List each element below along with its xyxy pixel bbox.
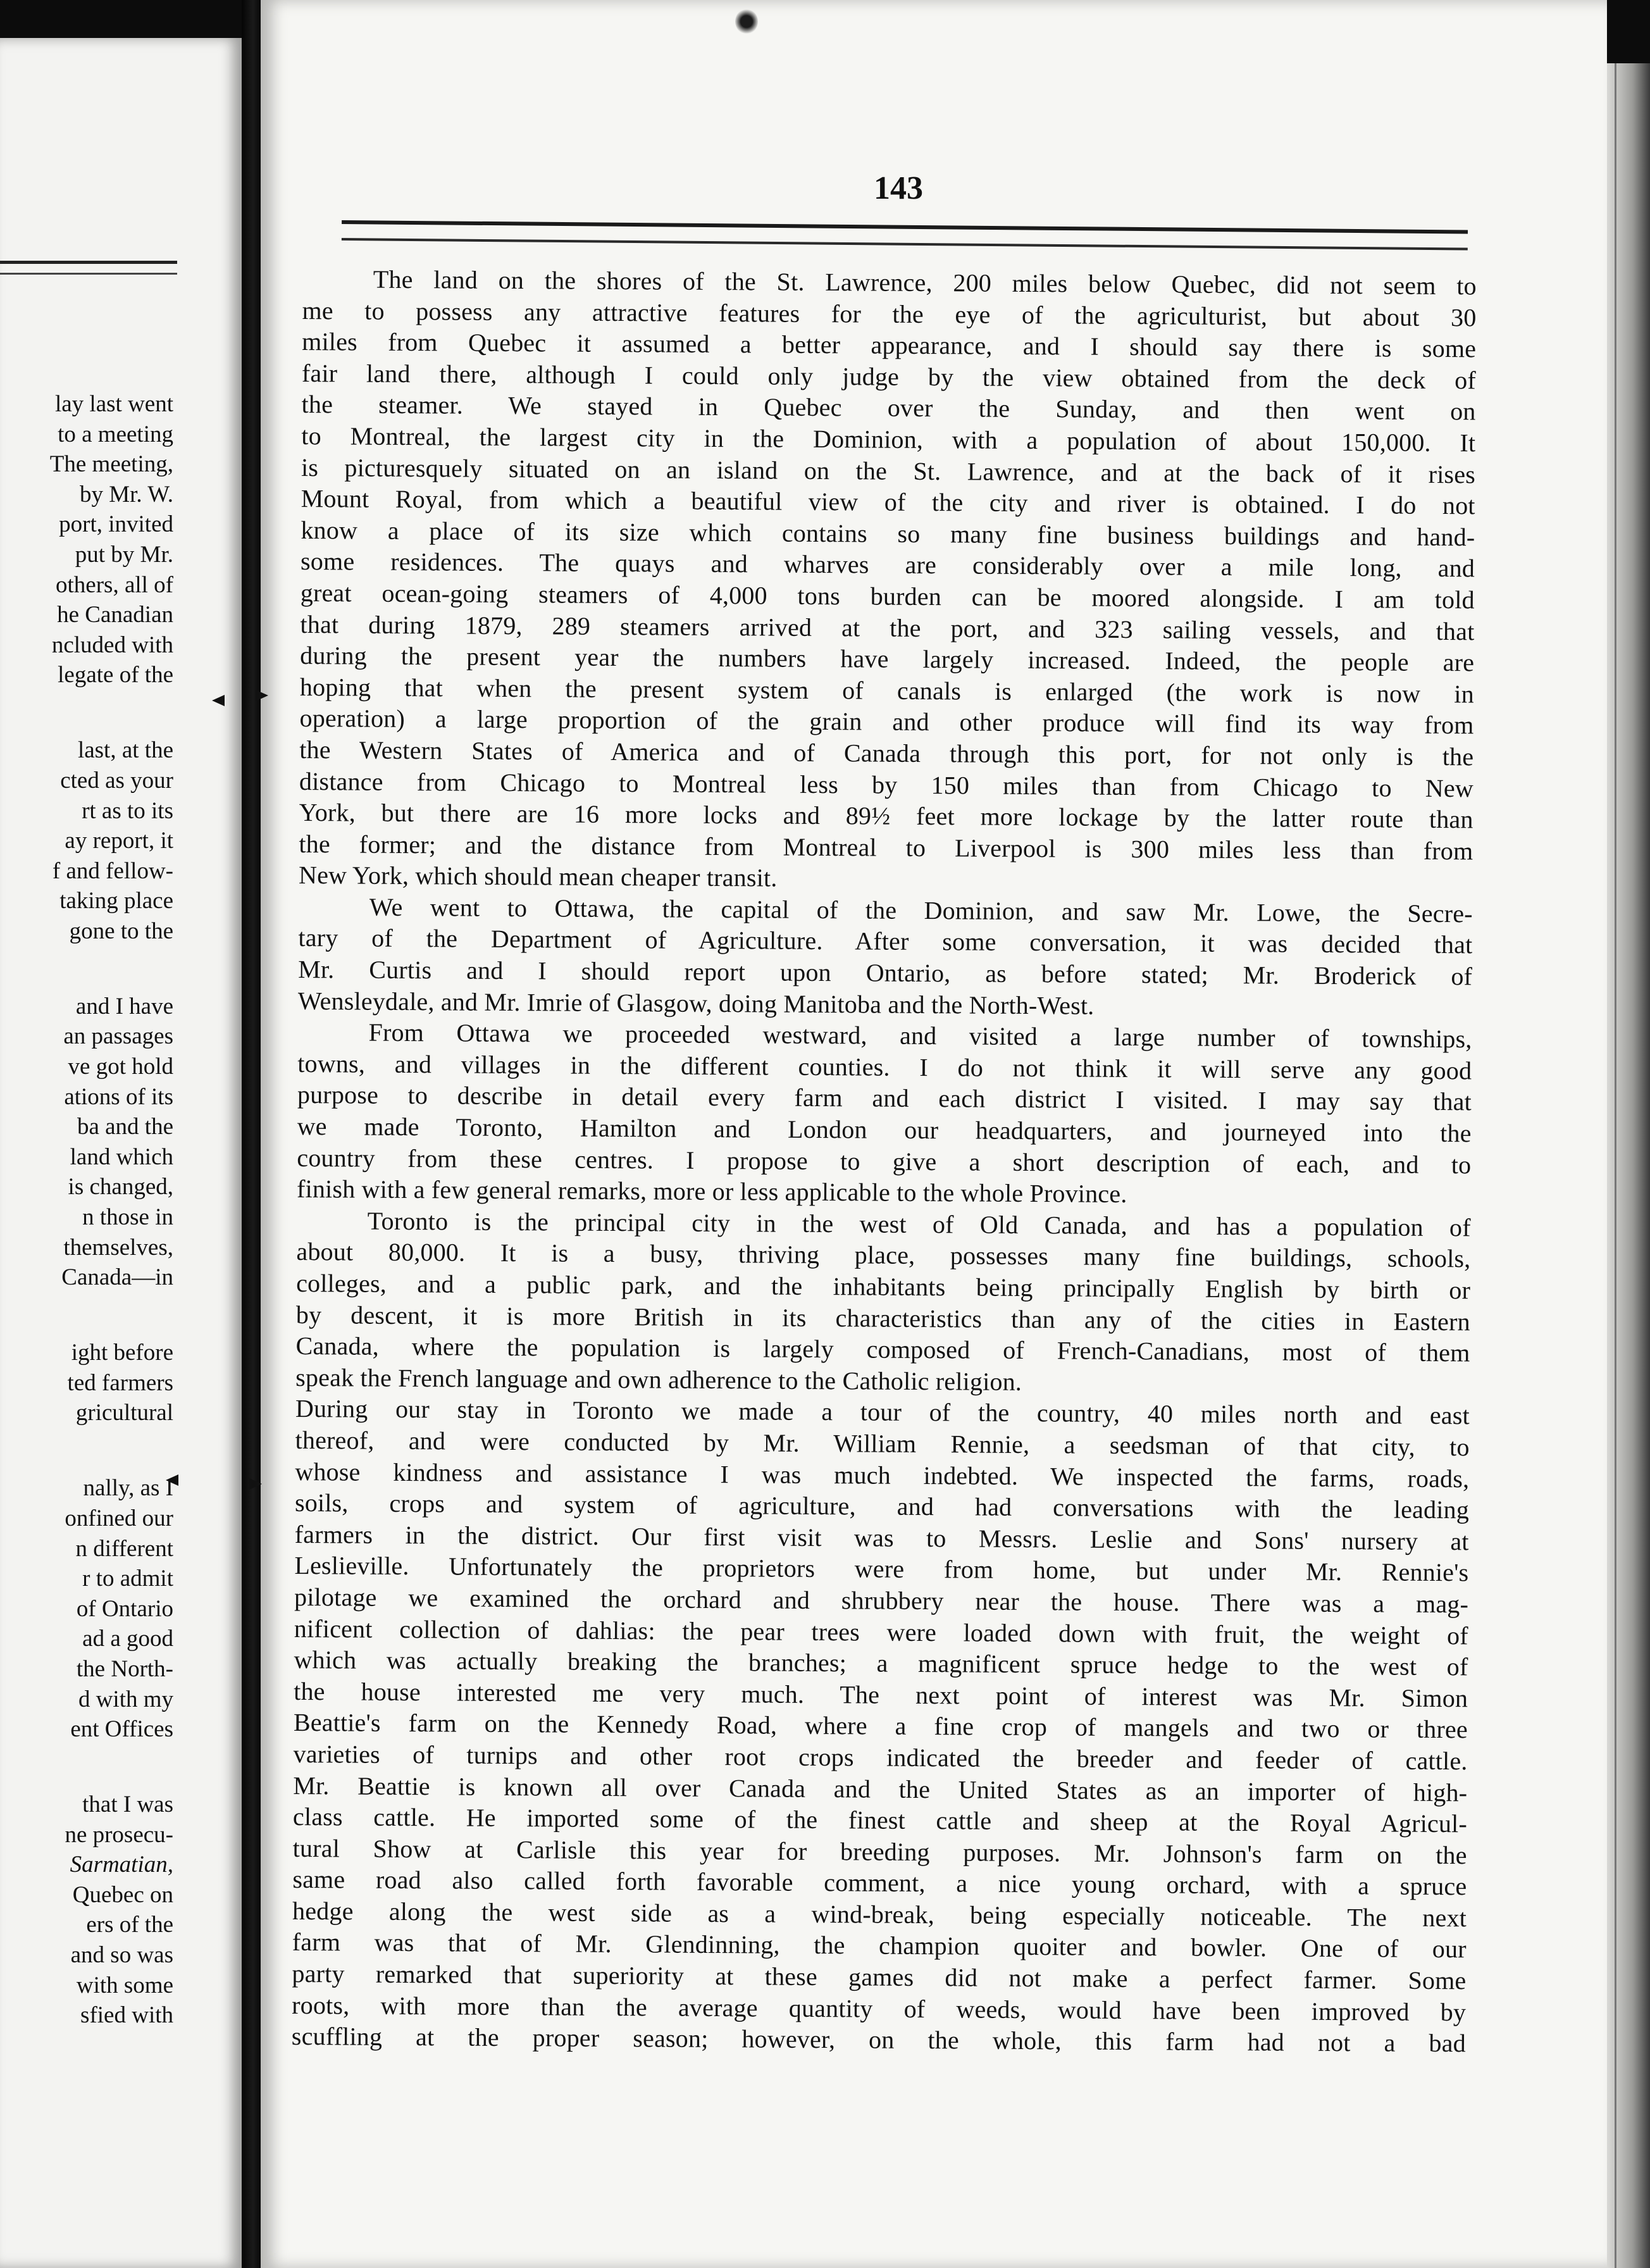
text-line: that during 1879, 289 steamers arrived at the port, and 323 sailing vessels, and that: [300, 609, 1475, 645]
previous-page-line: cted as your: [60, 767, 173, 794]
previous-page-line: port, invited: [59, 511, 173, 538]
text-line: the Western States of America and of Canada through this port, for not only is the: [299, 735, 1474, 771]
previous-page-line: Sarmatian,: [70, 1852, 173, 1878]
text-line: farmers in the district. Our first visit was to Messrs. Leslie and Sons' nursery at: [294, 1519, 1469, 1556]
previous-page-line: to a meeting: [58, 421, 173, 447]
text-line: soils, crops and system of agriculture, and had conversations with the leading: [294, 1488, 1470, 1524]
previous-page-line: ncluded with: [51, 632, 173, 658]
previous-page-line: n those in: [82, 1204, 173, 1231]
fragment-gap: [50, 946, 173, 991]
text-line: Mount Royal, from which a beautiful view of the city and river is obtained. I do not: [301, 484, 1475, 520]
previous-page-line: gone to the: [69, 918, 173, 944]
text-line: purpose to describe in detail every farm and each district I visited. I may say that: [297, 1080, 1472, 1116]
previous-page-line: Canada—in: [61, 1264, 173, 1291]
margin-arrow-mark: [212, 695, 225, 706]
previous-page-line: an passages: [63, 1023, 173, 1050]
previous-page-line: the North-: [76, 1655, 173, 1682]
previous-page-line: lay last went: [54, 391, 173, 417]
previous-page-line: ve got hold: [68, 1054, 173, 1080]
margin-arrow-mark: [256, 690, 268, 701]
previous-page-line: onfined our: [65, 1505, 173, 1531]
text-line: scuffling at the proper season; however, on the whole, this farm had not a bad: [291, 2022, 1466, 2058]
text-line: fair land there, although I could only judge by the view obtained from the deck of: [301, 358, 1477, 395]
previous-page-line: ers of the: [86, 1912, 173, 1938]
previous-page-line: Quebec on: [72, 1881, 173, 1908]
margin-arrow-mark: [166, 1474, 178, 1486]
text-line: The land on the shores of the St. Lawrence, 200 miles below Quebec, did not seem to: [373, 265, 1477, 301]
text-line: towns, and villages in the different counties. I do not think it will serve any good: [297, 1049, 1472, 1085]
previous-page-line: by Mr. W.: [79, 481, 173, 508]
text-line: class cattle. He imported some of the finest cattle and sheep at the Royal Agricul-: [292, 1802, 1468, 1838]
previous-page-line: and so was: [70, 1942, 173, 1969]
text-line: country from these centres. I propose to give a short description of each, and to: [297, 1143, 1472, 1179]
text-line: Mr. Curtis and I should report upon Ontario, as before stated; Mr. Broderick of: [298, 955, 1473, 991]
text-line: me to possess any attractive features for the eye of the agriculturist, but about 30: [302, 296, 1477, 332]
text-line: tural Show at Carlisle this year for breeding purposes. Mr. Johnson's farm on the: [292, 1833, 1467, 1869]
text-line: we made Toronto, Hamilton and London our headquarters, and journeyed into the: [297, 1112, 1472, 1148]
previous-page-line: last, at the: [77, 737, 173, 764]
fragment-gap: [50, 1745, 173, 1790]
previous-page: [0, 38, 242, 2268]
text-line: the steamer. We stayed in Quebec over the Sunday, and then went on: [301, 390, 1476, 426]
text-line: miles from Quebec it assumed a better appearance, and I should say there is some: [302, 327, 1477, 363]
previous-page-line: sfied with: [80, 2002, 173, 2029]
text-line: which was actually breaking the branches; a magnificent spruce hedge to the west of: [294, 1645, 1468, 1681]
text-line: farm was that of Mr. Glendinning, the champion quoiter and bowler. One of our: [292, 1928, 1467, 1964]
previous-page-line: gricultural: [75, 1400, 173, 1426]
previous-page-line: he Canadian: [57, 602, 173, 628]
fragment-gap: [50, 1428, 173, 1473]
text-line: roots, with more than the average quantity of weeds, would have been improved by: [292, 1990, 1467, 2026]
text-line: the house interested me very much. The next point of interest was Mr. Simon: [294, 1676, 1468, 1713]
previous-page-line: others, all of: [56, 571, 173, 598]
previous-page-line: that I was: [82, 1791, 173, 1818]
previous-page-line: taking place: [59, 888, 173, 914]
text-line: some residences. The quays and wharves are considerably over a mile long, and: [300, 547, 1475, 583]
fragment-gap: [50, 690, 173, 735]
text-line: tary of the Department of Agriculture. After some conversation, it was decided that: [298, 923, 1473, 959]
previous-page-line: themselves,: [63, 1234, 173, 1261]
text-line: colleges, and a public park, and the inhabitants being principally English by birth or: [296, 1268, 1471, 1305]
previous-page-line: ba and the: [77, 1114, 173, 1140]
previous-page-line: ad a good: [82, 1626, 173, 1652]
previous-page-line: r to admit: [82, 1566, 173, 1592]
fragment-gap: [50, 1293, 173, 1338]
text-line: Toronto is the principal city in the west of Old Canada, and has a population of: [367, 1206, 1471, 1242]
page-edge-stack: [1607, 63, 1650, 2268]
previous-page-line: legate of the: [58, 662, 173, 688]
previous-page-line: land which: [70, 1143, 173, 1170]
previous-page-line: f and fellow-: [52, 857, 173, 884]
page-number: 143: [874, 170, 923, 206]
text-line: We went to Ottawa, the capital of the Dominion, and saw Mr. Lowe, the Secre-: [369, 892, 1473, 928]
text-line: finish with a few general remarks, more or less applicable to the whole Province.: [296, 1174, 1127, 1209]
text-line: by descent, it is more British in its characteristics than any of the cities in Eastern: [295, 1300, 1470, 1336]
previous-page-line: with some: [76, 1972, 173, 1998]
text-line: varieties of turnips and other root crops indicated the breeder and feeder of cattle.: [293, 1739, 1468, 1776]
text-line: speak the French language and own adherence to the Catholic religion.: [295, 1362, 1022, 1396]
text-line: Wensleydale, and Mr. Imrie of Glasgow, doing Manitoba and the North-West.: [297, 986, 1095, 1020]
previous-page-line: ay report, it: [65, 828, 173, 854]
page-edge-line: [1615, 63, 1616, 2268]
text-line: is picturesquely situated on an island on the St. Lawrence, and at the back of it rises: [301, 452, 1476, 489]
text-line: during the present year the numbers have largely increased. Indeed, the people are: [300, 641, 1475, 677]
previous-page-line: ted farmers: [67, 1369, 173, 1396]
text-line: Beattie's farm on the Kennedy Road, where a fine crop of mangels and two or three: [293, 1708, 1468, 1744]
previous-page-line: The meeting,: [49, 451, 173, 478]
text-line: great ocean-going steamers of 4,000 tons burden can be moored alongside. I am told: [300, 578, 1475, 614]
text-line: the former; and the distance from Montreal to Liverpool is 300 miles less than from: [299, 829, 1473, 866]
previous-page-line: ne prosecu-: [65, 1821, 173, 1848]
previous-page-line: ent Offices: [70, 1716, 173, 1743]
text-line: to Montreal, the largest city in the Dominion, with a population of about 150,000. It: [301, 421, 1476, 458]
previous-page-header-rule: [0, 261, 177, 275]
previous-page-line: d with my: [78, 1686, 173, 1712]
previous-page-line: ations of its: [64, 1083, 173, 1110]
text-line: distance from Chicago to Montreal less by 150 miles than from Chicago to New: [299, 766, 1474, 802]
text-line: From Ottawa we proceeded westward, and visited a large number of townships,: [368, 1018, 1472, 1054]
text-line: whose kindness and assistance I was much indebted. We inspected the farms, roads,: [295, 1457, 1470, 1493]
previous-page-line: rt as to its: [82, 797, 173, 824]
text-line: During our stay in Toronto we made a tour of the country, 40 miles north and east: [295, 1394, 1470, 1430]
previous-page-line: nally, as I: [83, 1475, 173, 1502]
text-line: thereof, and were conducted by Mr. William Rennie, a seedsman of that city, to: [295, 1425, 1470, 1462]
margin-arrow-mark: [249, 1478, 262, 1490]
previous-page-line: of Ontario: [76, 1595, 173, 1622]
text-line: nificent collection of dahlias: the pear trees were loaded down with fruit, the weight of: [294, 1614, 1468, 1650]
text-line: know a place of its size which contains so many fine business buildings and hand-: [301, 515, 1475, 552]
text-line: hedge along the west side as a wind-break, being especially noticeable. The next: [292, 1896, 1467, 1933]
text-line: hoping that when the present system of canals is enlarged (the work is now in: [299, 672, 1475, 709]
previous-page-text-fragments: [50, 389, 173, 2031]
text-line: York, but there are 16 more locks and 89½ feet more lockage by the latter route than: [299, 798, 1473, 834]
book-gutter: [242, 0, 261, 2268]
previous-page-line: n different: [75, 1535, 173, 1562]
text-line: operation) a large proportion of the grain and other produce will find its way from: [299, 704, 1474, 740]
text-line: Canada, where the population is largely composed of French-Canadians, most of them: [295, 1331, 1470, 1368]
ink-smudge: [735, 9, 758, 34]
text-line: same road also called forth favorable comment, a nice young orchard, with a spruce: [292, 1865, 1467, 1901]
text-line: party remarked that superiority at these games did not make a perfect farmer. Some: [292, 1959, 1467, 1995]
previous-page-line: put by Mr.: [75, 541, 173, 568]
text-line: New York, which should mean cheaper transit.: [298, 861, 778, 892]
previous-page-line: ight before: [71, 1340, 173, 1366]
text-line: Mr. Beattie is known all over Canada and the United States as an importer of high-: [293, 1771, 1468, 1807]
text-line: Leslieville. Unfortunately the proprietors were from home, but under Mr. Rennie's: [294, 1551, 1469, 1587]
previous-page-line: and I have: [75, 993, 173, 1019]
text-line: about 80,000. It is a busy, thriving place, possesses many fine buildings, schools,: [296, 1237, 1471, 1273]
page-body-text: [292, 263, 1477, 2059]
previous-page-line: is changed,: [68, 1174, 173, 1200]
text-line: pilotage we examined the orchard and shrubbery near the house. There was a mag-: [294, 1582, 1469, 1619]
